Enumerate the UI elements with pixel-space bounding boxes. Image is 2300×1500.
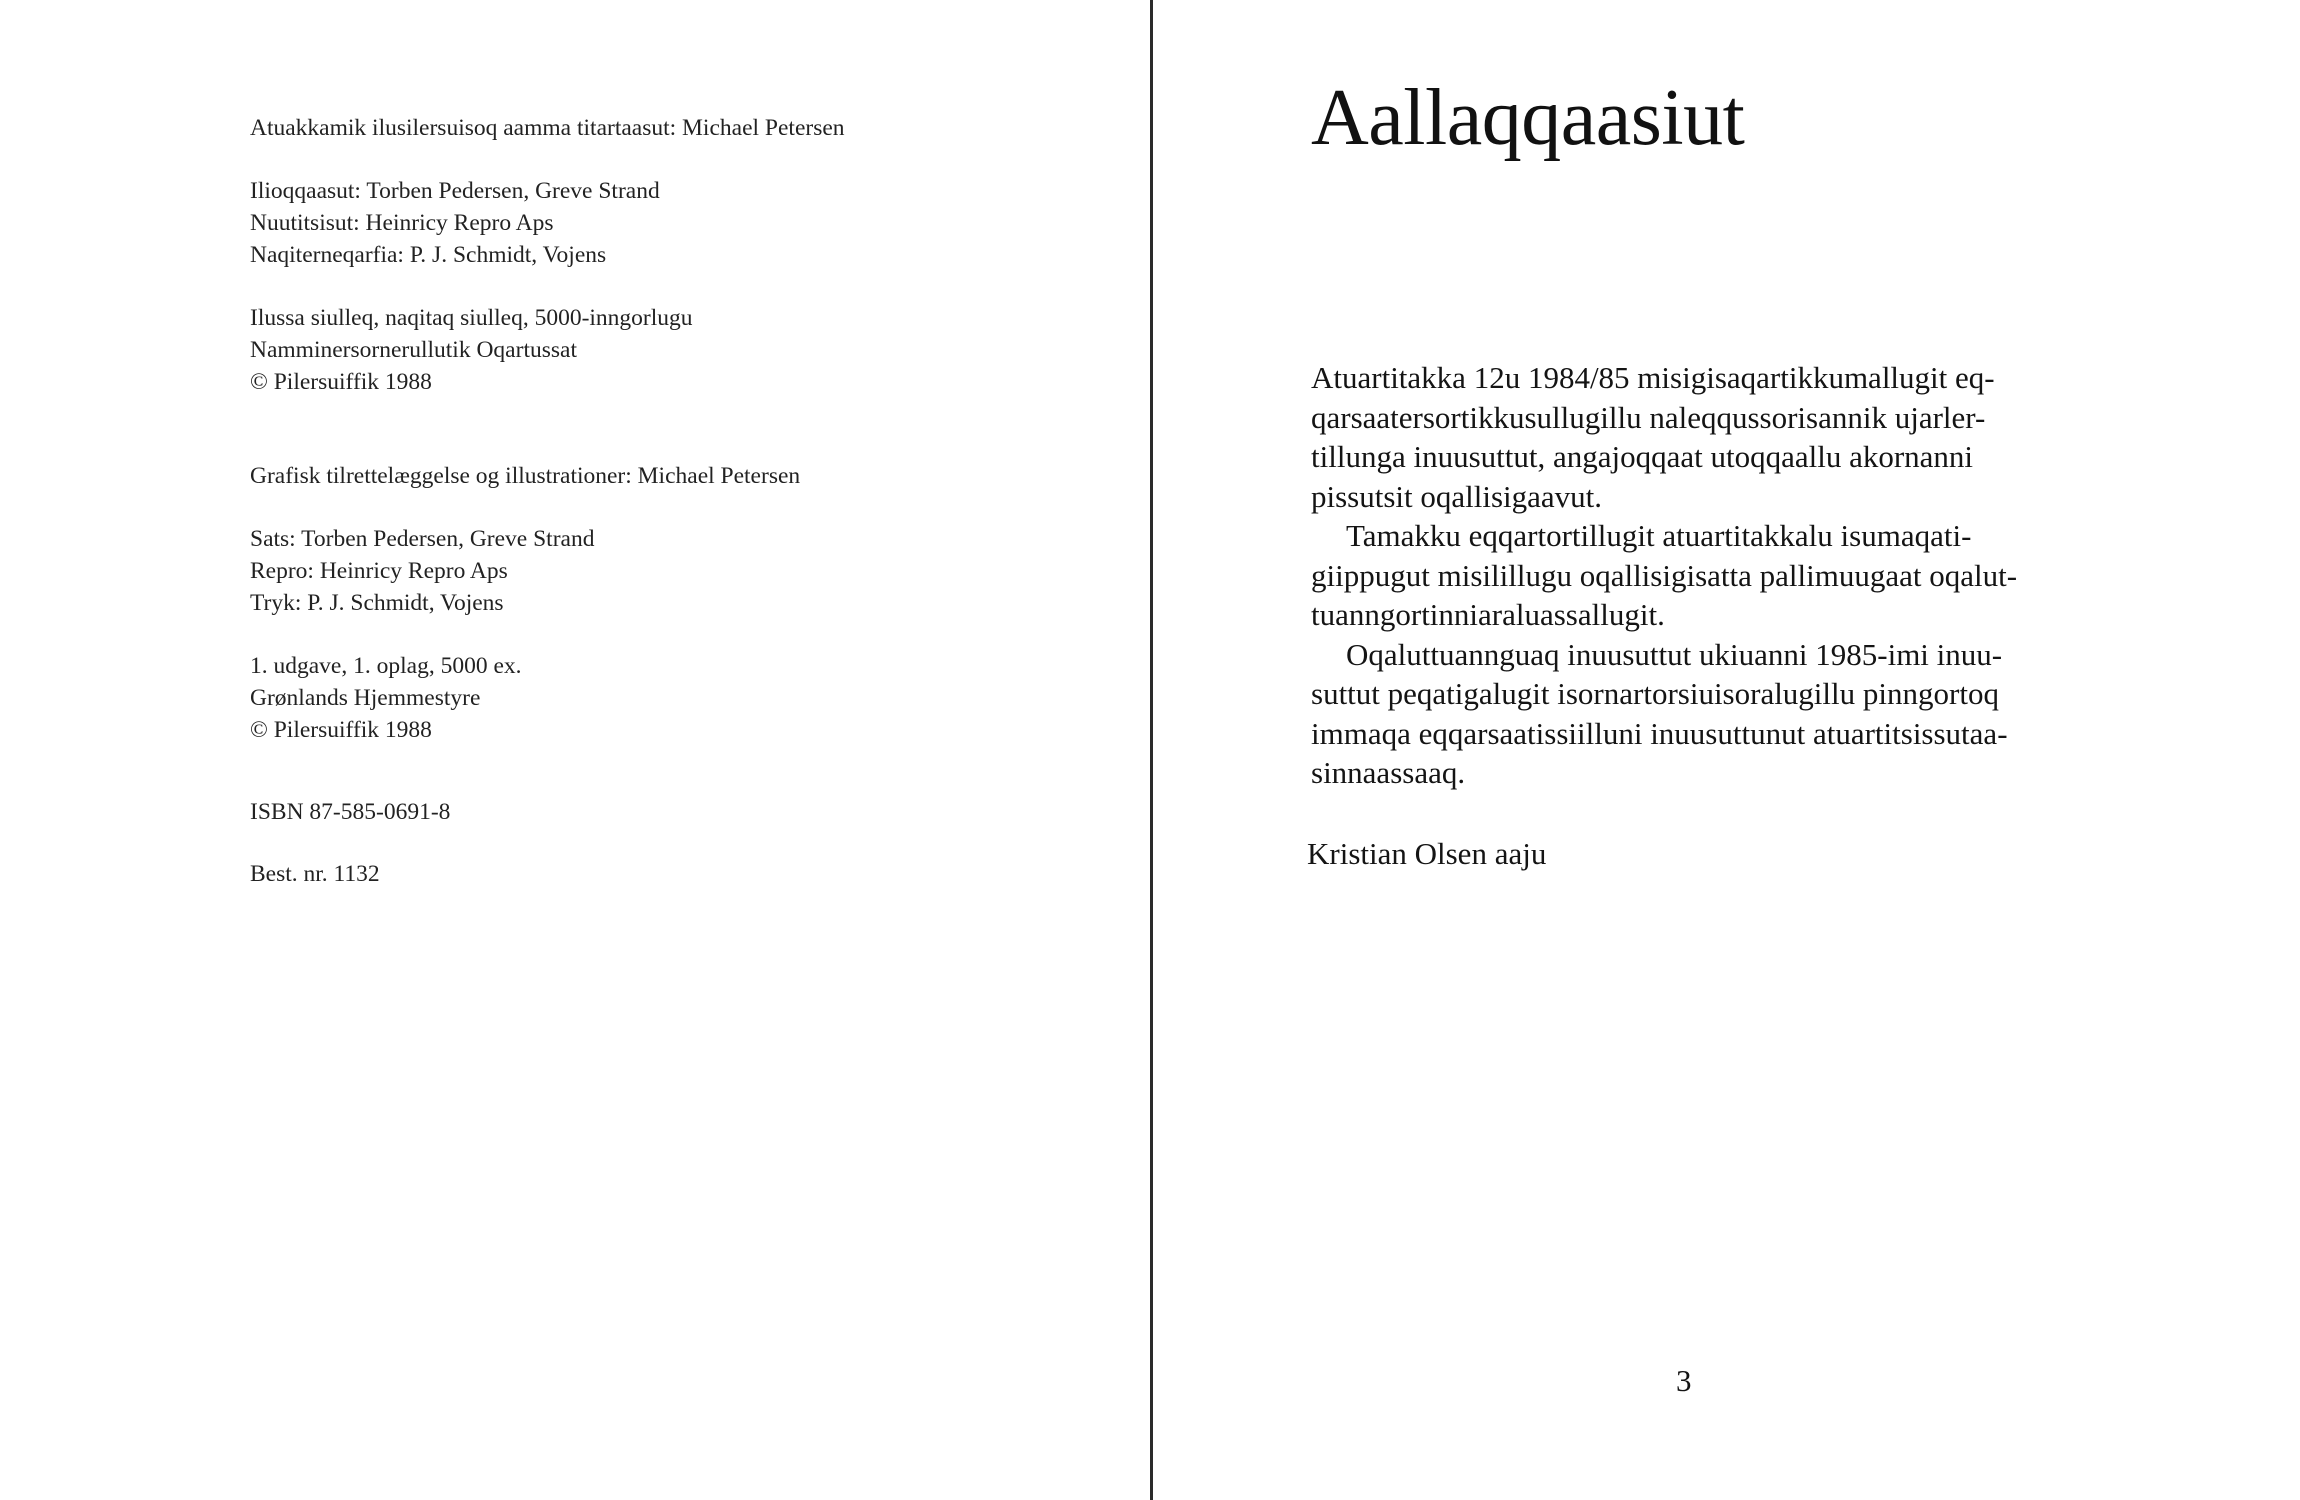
page-number: 3 [1676, 1363, 1692, 1398]
credits-danish [250, 460, 1110, 746]
text-line: suttut peqatigalugit isornartorsiuisoralugillu pinngortoq [1311, 676, 1999, 711]
text-line: sinnaassaaq. [1311, 755, 1466, 790]
colophon-line-printer: Naqiterneqarfia: P. J. Schmidt, Vojens [250, 242, 607, 268]
text-line: tuanngortinniaraluassallugit. [1311, 597, 1665, 632]
text-line: tillunga inuusuttut, angajoqqaat utoqqaallu akornanni [1311, 439, 1974, 474]
text-line: Atuartitakka 12u 1984/85 misigisaqartikkumallugit eq- [1311, 360, 1995, 395]
page-title: Aallaqqaasiut [1311, 74, 1745, 162]
isbn: ISBN 87-585-0691-8 [250, 799, 451, 825]
foreword-paragraph [1311, 635, 2091, 793]
colophon-line-publisher-da: Grønlands Hjemmestyre [250, 685, 481, 711]
colophon-line-design: Atuakkamik ilusilersuisoq aamma titartaasut: Michael Petersen [250, 115, 845, 141]
author-signature: Kristian Olsen aaju [1307, 836, 1547, 871]
colophon [250, 112, 1110, 890]
colophon-line-typesetting: Ilioqqaasut: Torben Pedersen, Greve Strand [250, 178, 660, 204]
colophon-line-repro: Nuutitsisut: Heinricy Repro Aps [250, 210, 554, 236]
colophon-line-publisher: Namminersornerullutik Oqartussat [250, 337, 577, 363]
order-number: Best. nr. 1132 [250, 861, 380, 887]
text-line: Tamakku eqqartortillugit atuartitakkalu isumaqati- [1346, 518, 1972, 553]
colophon-line-typesetting-da: Sats: Torben Pedersen, Greve Strand [250, 526, 595, 552]
foreword-paragraph [1311, 516, 2091, 635]
colophon-line-printer-da: Tryk: P. J. Schmidt, Vojens [250, 590, 504, 616]
text-line: qarsaatersortikkusullugillu naleqqussorisannik ujarler- [1311, 399, 1986, 435]
foreword-paragraph [1311, 358, 2091, 516]
text-line: pissutsit oqallisigaavut. [1311, 478, 1603, 514]
colophon-line-edition-da: 1. udgave, 1. oplag, 5000 ex. [250, 653, 522, 679]
text-line: giippugut misilillugu oqallisigisatta pallimuugaat oqalut- [1311, 557, 2018, 593]
colophon-line-edition: Ilussa siulleq, naqitaq siulleq, 5000-inngorlugu [250, 305, 693, 331]
colophon-line-repro-da: Repro: Heinricy Repro Aps [250, 558, 508, 584]
colophon-line-design-da: Grafisk tilrettelæggelse og illustrationer: Michael Petersen [250, 463, 801, 489]
colophon-line-copyright-da: © Pilersuiffik 1988 [250, 717, 432, 743]
text-line: immaqa eqqarsaatissiilluni inuusuttunut atuartitsissutaa- [1311, 715, 2008, 751]
colophon-line-copyright: © Pilersuiffik 1988 [250, 369, 432, 395]
credits-greenlandic [250, 112, 1110, 398]
foreword-text [1311, 358, 2091, 793]
text-line: Oqaluttuannguaq inuusuttut ukiuanni 1985-imi inuu- [1346, 636, 2003, 672]
